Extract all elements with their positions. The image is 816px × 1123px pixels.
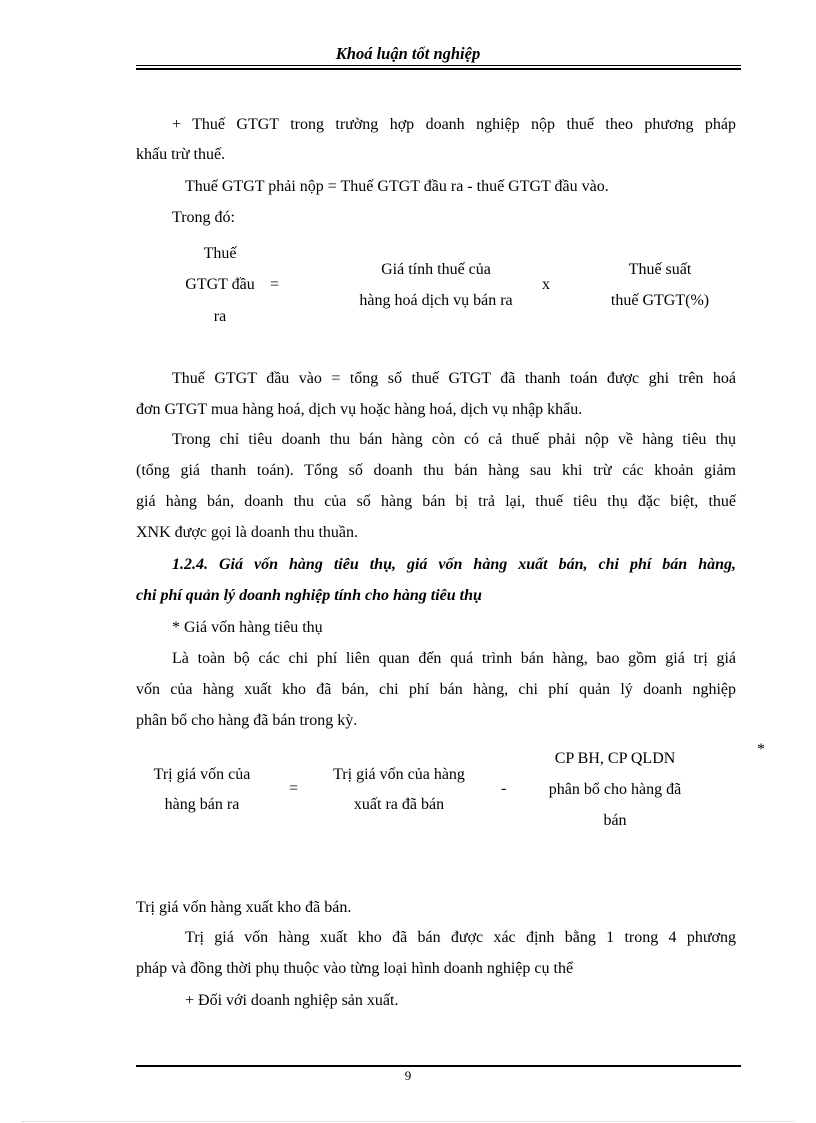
page-number: 9 [404,1068,412,1083]
header-rule-thick [136,68,741,70]
page-header-title: Khoá luận tốt nghiệp [335,44,481,63]
formula2-right-text: phân bổ cho hàng đã [548,781,682,798]
paragraph-line: Trong đó: [172,209,235,226]
formula2-left-text: hàng bán ra [164,796,240,813]
paragraph-line: khấu trừ thuế. [136,146,226,163]
formula2-minus: - [501,780,507,797]
header-rule-thin [136,65,741,66]
footer-rule [136,1065,741,1067]
formula1-equals: = [270,276,280,293]
paragraph-line: đơn GTGT mua hàng hoá, dịch vụ hoặc hàng hoá, dịch vụ nhập khẩu. [136,401,583,418]
formula1-mid-text: hàng hoá dịch vụ bán ra [359,292,513,309]
paragraph-line: Trong chỉ tiêu doanh thu bán hàng còn có cả thuế phải nộp về hàng tiêu thụ [172,431,736,448]
paragraph-line: Thuế GTGT đầu vào = tổng số thuế GTGT đã thanh toán được ghi trên hoá [172,370,736,387]
formula1-left-text: GTGT đầu [185,276,255,293]
paragraph-line: phân bổ cho hàng đã bán trong kỳ. [136,712,358,729]
vat-payable-formula: Thuế GTGT phải nộp = Thuế GTGT đầu ra - thuế GTGT đầu vào. [185,178,609,195]
formula2-star: * [757,741,765,758]
paragraph-line: XNK được gọi là doanh thu thuần. [136,524,358,541]
formula2-right-text: CP BH, CP QLDN [554,750,676,767]
formula2-left-text: Trị giá vốn của [153,766,251,783]
formula2-mid-text: Trị giá vốn của hàng [333,766,465,783]
section-heading: chi phí quản lý doanh nghiệp tính cho hàng tiêu thụ [136,587,482,604]
paragraph-line: (tổng giá thanh toán). Tổng số doanh thu bán hàng sau khi trừ các khoản giảm [136,462,736,479]
section-heading: 1.2.4. Giá vốn hàng tiêu thụ, giá vốn hàng xuất bán, chi phí bán hàng, [172,556,736,573]
formula2-right-text: bán [603,812,627,829]
paragraph-line: + Đối với doanh nghiệp sản xuất. [185,992,399,1009]
formula2-equals: = [289,780,299,797]
formula1-times: x [542,276,550,293]
page-bottom-border [22,1121,794,1122]
paragraph-line: pháp và đồng thời phụ thuộc vào từng loại hình doanh nghiệp cụ thể [136,960,574,977]
paragraph-line: Là toàn bộ các chi phí liên quan đến quá trình bán hàng, bao gồm giá trị giá [172,650,736,667]
formula1-left-text: Thuế [203,245,237,262]
formula1-left-text: ra [213,308,227,325]
paragraph-line: giá hàng bán, doanh thu của số hàng bán bị trả lại, thuế tiêu thụ đặc biệt, thuế [136,493,736,510]
paragraph-line: vốn của hàng xuất kho đã bán, chi phí bán hàng, chi phí quản lý doanh nghiệp [136,681,736,698]
paragraph-line: Trị giá vốn hàng xuất kho đã bán được xác định bằng 1 trong 4 phương [185,929,736,946]
formula1-right-text: thuế GTGT(%) [610,292,710,309]
paragraph-line: Trị giá vốn hàng xuất kho đã bán. [136,899,352,916]
paragraph-line: * Giá vốn hàng tiêu thụ [172,619,323,636]
paragraph-line: + Thuế GTGT trong trường hợp doanh nghiệp nộp thuế theo phương pháp [172,116,736,133]
formula1-right-text: Thuế suất [628,261,692,278]
formula2-mid-text: xuất ra đã bán [353,796,445,813]
formula1-mid-text: Giá tính thuế của [381,261,491,278]
